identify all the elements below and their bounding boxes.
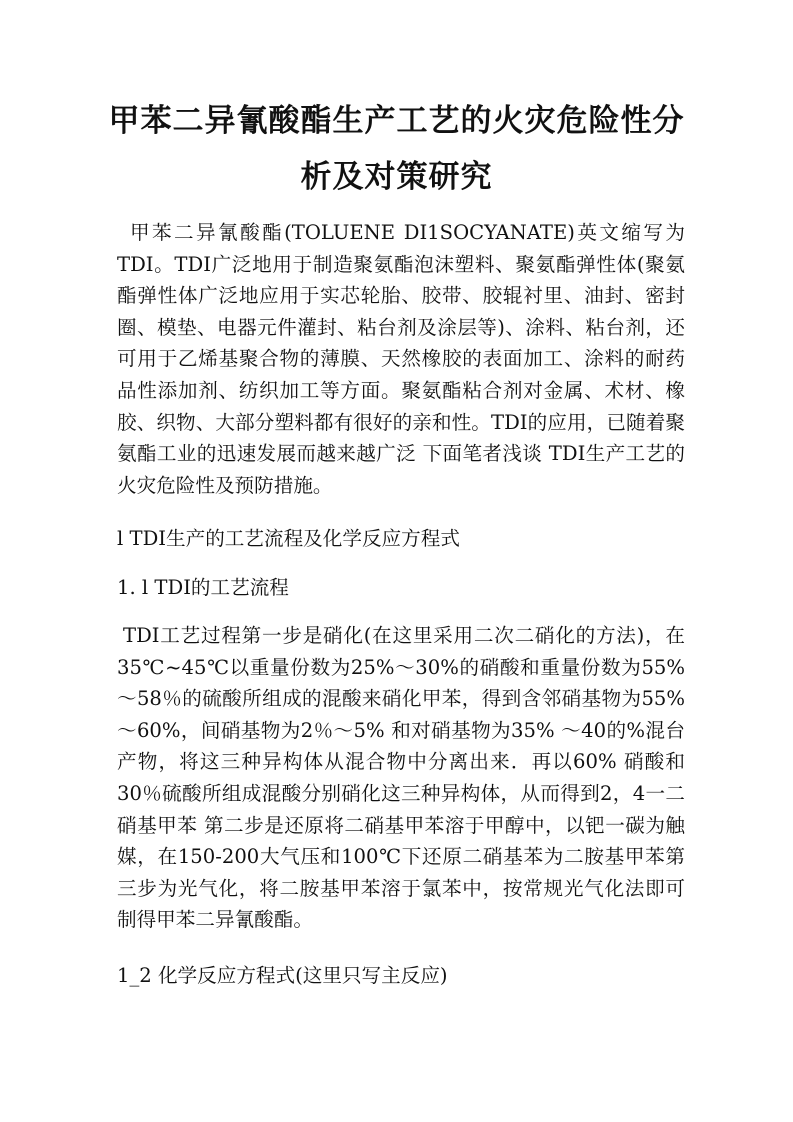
document-title-line-1: 甲苯二异氰酸酯生产工艺的火灾危险性分 (108, 103, 685, 139)
document-title-line-2: 析及对策研究 (300, 159, 493, 195)
intro-paragraph: 甲苯二异氰酸酯(TOLUENE DI1SOCYANATE)英文缩写为TDI。TDI广泛地用于制造聚氨酯泡沫塑料、聚氨酯弹性体(聚氨酯弹性体广泛地应用于实芯轮胎、胶带、胶辊衬里、油封、密封圈、模垫、电器元件灌封、粘台剂及涂层等)、涂料、粘台剂，还可用于乙烯基聚合物的薄膜、天然橡胶的表面加工、涂料的耐药品性添加剂、纺织加工等方面。聚氨酯粘合剂对金属、术材、橡胶、织物、大部分塑料都有很好的亲和性。TDI的应用，已随着聚氨酯工业的迅速发展而越来越广泛 下面笔者浅谈 TDI生产工艺的火灾危险性及预防措施。 (117, 221, 685, 497)
process-paragraph: TDI工艺过程第一步是硝化(在这里采用二次二硝化的方法)，在35℃~45℃以重量份数为25%～30%的硝酸和重量份数为55% ～58％的硫酸所组成的混酸来硝化甲苯，得到含邻硝基物为55% ～60%，间硝基物为2％～5% 和对硝基物为35% ～40的%混台产物，将这三种异构体从混合物中分离出来．再以60% 硝酸和30％硫酸所组成混酸分别硝化这三种异构体，从而得到2，4一二硝基甲苯 第二步是还原将二硝基甲苯溶于甲醇中，以钯一碳为触媒，在150-200大气压和100℃下还原二硝基苯为二胺基甲苯第三步为光气化，将二胺基甲苯溶于氯苯中，按常规光气化法即可制得甲苯二异氰酸酯。 (117, 624, 685, 932)
section-1-2-heading: 1_2 化学反应方程式(这里只写主反应) (117, 964, 448, 987)
section-1-heading: l TDI生产的工艺流程及化学反应方程式 (117, 527, 460, 550)
section-1-1-heading: 1. l TDI的工艺流程 (117, 576, 289, 599)
